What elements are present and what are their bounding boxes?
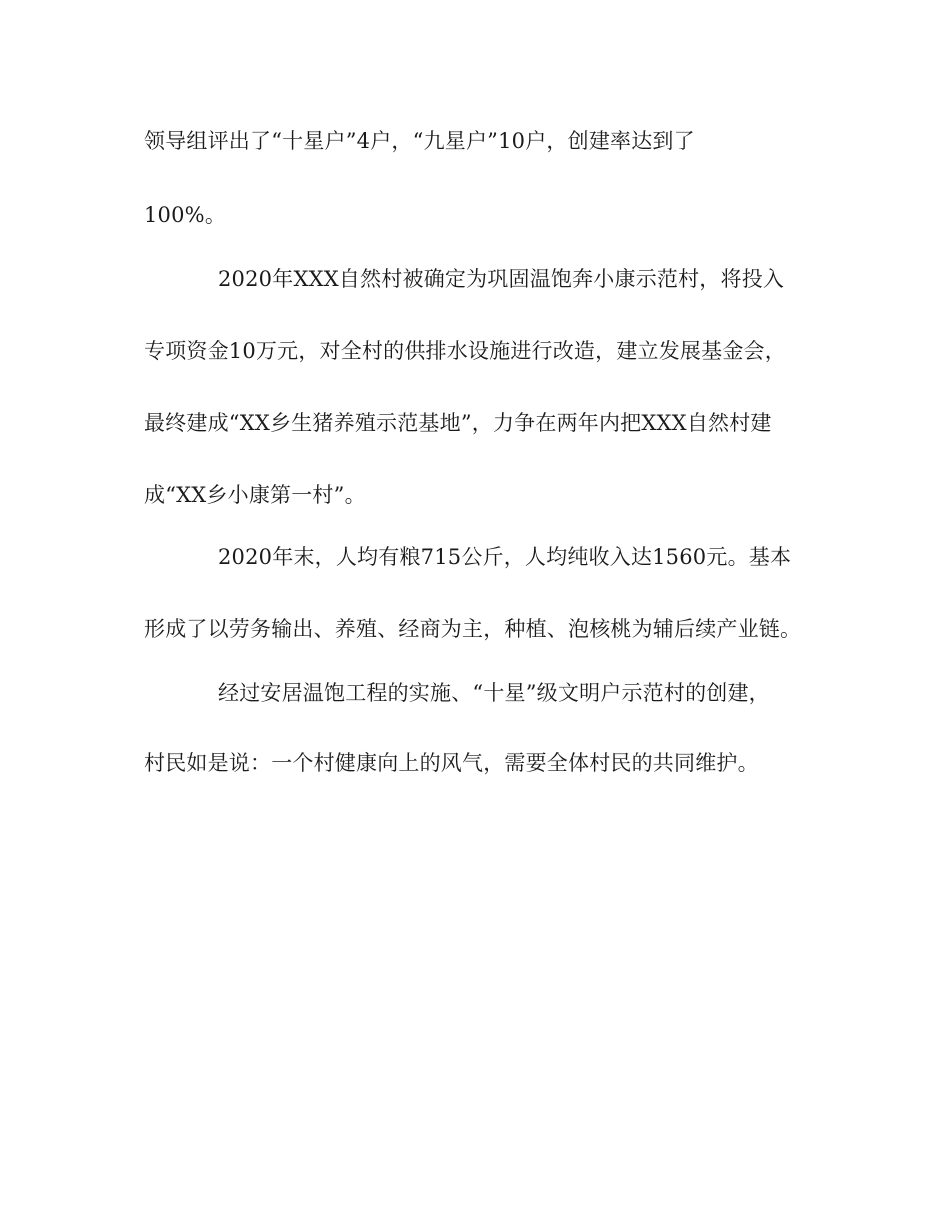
paragraph-line: 专项资金10万元，对全村的供排水设施进行改造，建立发展基金会， [144, 339, 786, 363]
paragraph-line: 成“XX乡小康第一村”。 [144, 483, 366, 507]
paragraph-line: 村民如是说：一个村健康向上的风气，需要全体村民的共同维护。 [144, 751, 759, 775]
paragraph-line: 形成了以劳务输出、养殖、经商为主，种植、泡核桃为辅后续产业链。 [144, 617, 802, 641]
paragraph-line: 100%。 [144, 203, 227, 227]
paragraph-line: 领导组评出了“十星户”4户，“九星户”10户，创建率达到了 [144, 129, 695, 153]
paragraph-first-line: 经过安居温饱工程的实施、“十星”级文明户示范村的创建， [218, 681, 770, 705]
paragraph-first-line: 2020年末，人均有粮715公斤，人均纯收入达1560元。基本 [218, 545, 792, 569]
paragraph-first-line: 2020年XXX自然村被确定为巩固温饱奔小康示范村，将投入 [218, 267, 785, 291]
paragraph-line: 最终建成“XX乡生猪养殖示范基地”，力争在两年内把XXX自然村建 [144, 411, 772, 435]
